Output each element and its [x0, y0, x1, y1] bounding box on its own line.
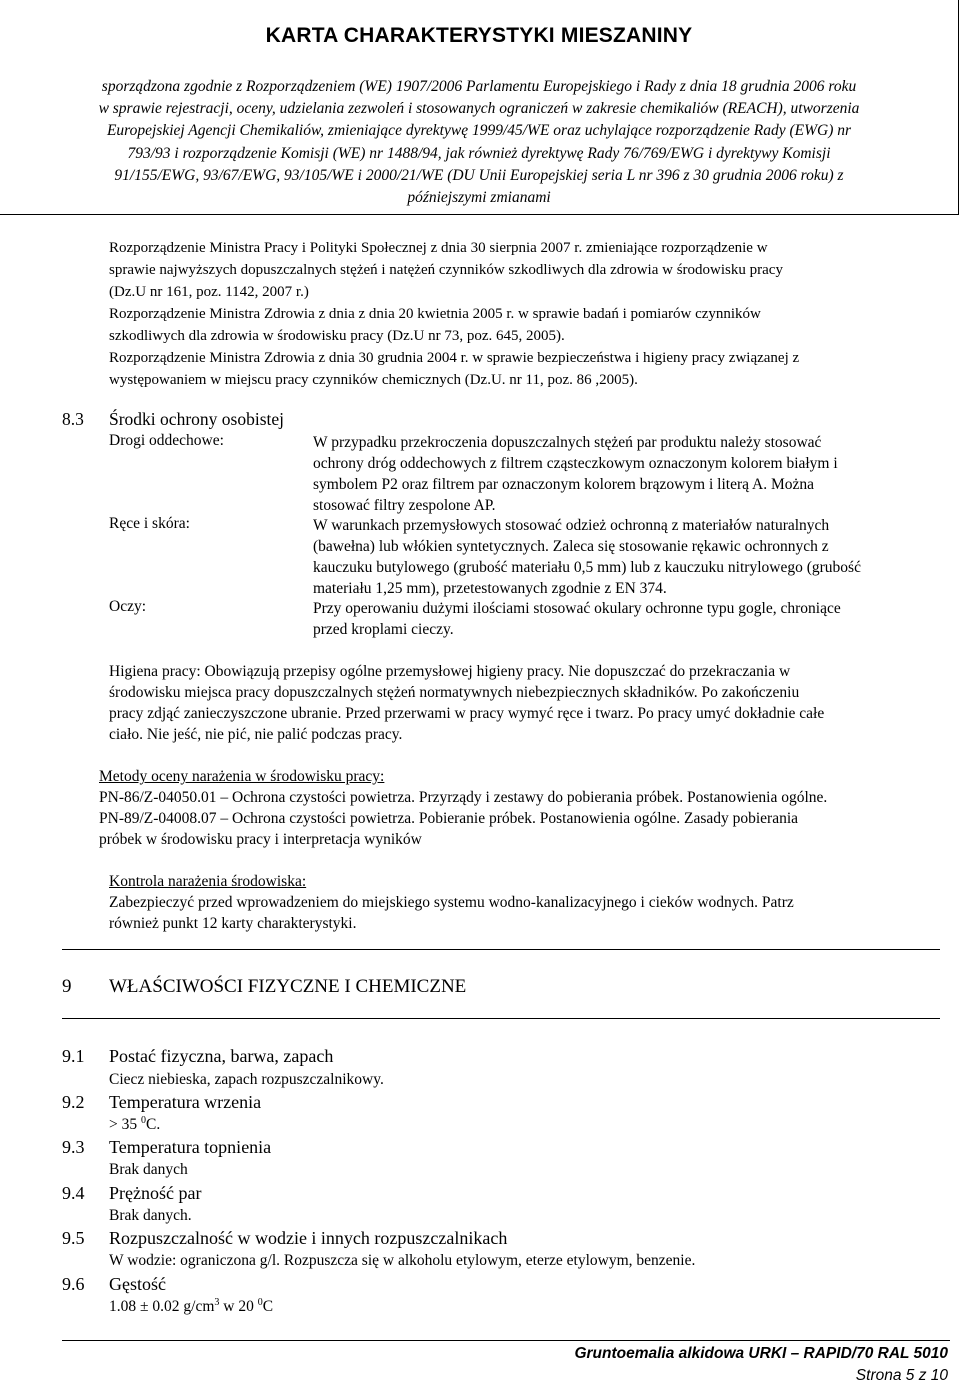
section-8-3-number: 8.3	[62, 409, 84, 429]
subsection-value: W wodzie: ograniczona g/l. Rozpuszcza się w alkoholu etylowym, eterze etylowym, benzenie.	[109, 1252, 696, 1269]
regulation-item	[109, 303, 929, 347]
eyes-label: Oczy:	[109, 598, 147, 615]
subsection-value	[109, 1298, 273, 1316]
exposure-methods-heading: Metody oceny narażenia w środowisku pracy:	[99, 768, 385, 785]
regulation-line: szkodliwych dla zdrowia w środowisku pracy (Dz.U nr 73, poz. 645, 2005).	[109, 328, 565, 344]
section-9-title: WŁAŚCIWOŚCI FIZYCZNE I CHEMICZNE	[109, 976, 467, 997]
value-text: > 35	[109, 1116, 141, 1133]
value-text: C	[262, 1298, 274, 1315]
subtitle-line: późniejszymi zmianami	[407, 189, 551, 207]
value-text: 1.08 ± 0.02 g/cm	[109, 1298, 215, 1315]
text-line: środowisku miejsca pracy dopuszczalnych stężeń normatywnych niebezpiecznych składników. Po zakończeniu	[109, 684, 800, 701]
subsection-number: 9.6	[62, 1274, 85, 1294]
text-line: materiału 1,25 mm), przetestowanych zgodnie z EN 374.	[313, 580, 667, 597]
subsection-number: 9.1	[62, 1046, 85, 1066]
document-subtitle	[30, 76, 928, 209]
footer-product-name: Gruntoemalia alkidowa URKI – RAPID/70 RAL 5010	[574, 1345, 948, 1362]
regulation-line: Rozporządzenie Ministra Pracy i Polityki Społecznej z dnia 30 sierpnia 2007 r. zmieniające rozporządzenie w	[109, 240, 768, 256]
subtitle-line: 793/93 i rozporządzenie Komisji (WE) nr 1488/94, jak również dyrektywę Rady 76/769/EWG i dyrektywy Komisji	[127, 144, 831, 162]
subsection-number: 9.3	[62, 1137, 85, 1157]
exposure-methods	[99, 766, 951, 850]
subsection-title: Rozpuszczalność w wodzie i innych rozpuszczalnikach	[109, 1228, 508, 1248]
text-line: (bawełna) lub włókien syntetycznych. Zaleca się stosowanie rękawic ochronnych z	[313, 538, 829, 555]
eyes-text	[313, 598, 929, 640]
regulation-item	[109, 347, 929, 391]
subsection-value: Brak danych.	[109, 1207, 192, 1224]
subsection-title: Temperatura wrzenia	[109, 1092, 262, 1112]
subsection-number: 9.4	[62, 1183, 85, 1203]
subsection-value: Ciecz niebieska, zapach rozpuszczalnikowy.	[109, 1071, 384, 1088]
value-superscript: 0	[141, 1115, 146, 1126]
text-line: W warunkach przemysłowych stosować odzież ochronną z materiałów naturalnych	[313, 517, 830, 534]
text-line: stosować filtry zespolone AP.	[313, 497, 496, 514]
section-8-3-title: Środki ochrony osobistej	[109, 409, 284, 429]
hands-skin-label: Ręce i skóra:	[109, 515, 190, 532]
text-line: przed kroplami cieczy.	[313, 621, 454, 638]
text-line: Higiena pracy: Obowiązują przepisy ogólne przemysłowej higieny pracy. Nie dopuszczać do przekraczania w	[109, 663, 791, 680]
value-text: C.	[146, 1116, 161, 1133]
subsection-number: 9.2	[62, 1092, 85, 1112]
hygiene-paragraph	[109, 661, 950, 745]
text-line: pracy zdjąć zanieczyszczone ubranie. Przed przerwami w pracy wymyć ręce i twarz. Po pracy umyć dokładnie całe	[109, 705, 825, 722]
text-line: PN-86/Z-04050.01 – Ochrona czystości powietrza. Przyrządy i zestawy do pobierania próbek. Postanowienia ogólne.	[99, 789, 828, 806]
section-9-number: 9	[62, 976, 72, 997]
text-line: PN-89/Z-04008.07 – Ochrona czystości powietrza. Pobieranie próbek. Postanowienia ogólne. Zasady pobierania	[99, 810, 799, 827]
subtitle-line: 91/155/EWG, 93/67/EWG, 93/105/WE i 2000/21/WE (DU Unii Europejskiej seria L nr 396 z 30 grudnia 2006 roku) z	[114, 166, 844, 184]
regulation-line: Rozporządzenie Ministra Zdrowia z dnia z dnia 20 kwietnia 2005 r. w sprawie badań i pomiarów czynników	[109, 306, 761, 322]
text-line: kauczuku butylowego (grubość materiału 0,5 mm) lub z kauczuku nitrylowego (grubość	[313, 559, 861, 576]
subtitle-line: sporządzona zgodnie z Rozporządzeniem (WE) 1907/2006 Parlamentu Europejskiego i Rady z dnia 18 grudnia 2006 roku	[101, 78, 857, 95]
subsection-title: Postać fizyczna, barwa, zapach	[109, 1046, 334, 1066]
regulation-line: występowaniem w miejscu pracy czynników chemicznych (Dz.U. nr 11, poz. 86 ,2005).	[109, 372, 638, 388]
text-line: Przy operowaniu dużymi ilościami stosować okulary ochronne typu gogle, chroniące	[313, 600, 841, 617]
footer-page-number: Strona 5 z 10	[855, 1367, 948, 1384]
value-superscript: 3	[214, 1297, 220, 1308]
document-title: KARTA CHARAKTERYSTYKI MIESZANINY	[265, 24, 693, 47]
environment-control-heading: Kontrola narażenia środowiska:	[109, 873, 307, 890]
respiratory-text	[313, 432, 929, 516]
text-line: ciało. Nie jeść, nie pić, nie palić podczas pracy.	[109, 726, 403, 743]
text-line: ochrony dróg oddechowych z filtrem cząsteczkowym oznaczonym kolorem białym i	[313, 455, 838, 472]
footer-divider	[62, 1340, 950, 1341]
regulations-list	[109, 237, 929, 391]
hands-skin-text	[313, 515, 929, 599]
divider	[62, 949, 940, 950]
subtitle-line: Europejskiej Agencji Chemikaliów, zmieniające dyrektywę 1999/45/WE oraz uchylające rozporządzenie Rady (EWG) nr	[106, 122, 852, 140]
divider	[62, 1018, 940, 1019]
text-line: Zabezpieczyć przed wprowadzeniem do miejskiego systemu wodno-kanalizacyjnego i cieków wodnych. Patrz	[109, 894, 794, 911]
subtitle-line: w sprawie rejestracji, oceny, udzielania zezwoleń i stosowanych ograniczeń w zakresie chemikaliów (REACH), utworzenia	[98, 100, 860, 118]
value-superscript: 0	[257, 1297, 263, 1308]
text-line: próbek w środowisku pracy i interpretacja wyników	[99, 831, 422, 848]
text-line: symbolem P2 oraz filtrem par oznaczonym kolorem brązowym i literą A. Można	[313, 476, 815, 493]
regulation-line: sprawie najwyższych dopuszczalnych stężeń i natężeń czynników szkodliwych dla zdrowia w środowisku pracy	[109, 262, 783, 278]
text-line: W przypadku przekroczenia dopuszczalnych stężeń par produktu należy stosować	[313, 434, 822, 451]
regulation-item	[109, 237, 929, 303]
text-line: również punkt 12 karty charakterystyki.	[109, 915, 357, 932]
subsection-title: Gęstość	[109, 1274, 166, 1294]
subsection-value: Brak danych	[109, 1161, 188, 1178]
respiratory-label: Drogi oddechowe:	[109, 432, 224, 449]
subsection-number: 9.5	[62, 1228, 85, 1248]
regulation-line: Rozporządzenie Ministra Zdrowia z dnia 30 grudnia 2004 r. w sprawie bezpieczeństwa i higieny pracy związanej z	[109, 350, 800, 366]
regulation-line: (Dz.U nr 161, poz. 1142, 2007 r.)	[109, 284, 309, 300]
subsection-title: Temperatura topnienia	[109, 1137, 272, 1157]
environment-control	[109, 871, 950, 934]
value-text: w 20	[219, 1298, 258, 1315]
subsection-title: Prężność par	[109, 1183, 202, 1203]
subsection-value	[109, 1116, 160, 1134]
